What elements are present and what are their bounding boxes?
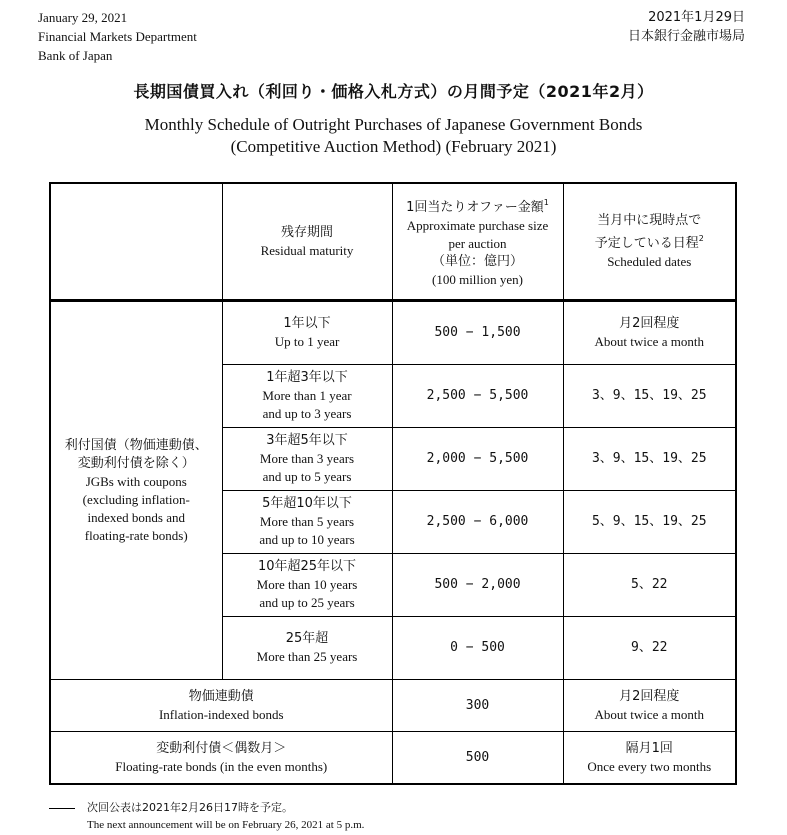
inflation-en: Inflation-indexed bonds [158,706,284,722]
maturity-en2: and up to 25 years [259,595,355,610]
group-en3: indexed bonds and [87,509,185,525]
header-maturity-en: Residual maturity [260,242,354,258]
maturity-en1: More than 5 years [259,514,355,529]
maturity-cell [222,491,392,554]
header-right [628,8,745,46]
header-amount-en1: Approximate purchase size [406,218,549,233]
dates-cell [563,680,736,732]
table-row [50,301,736,365]
dates-en: About twice a month [594,334,704,349]
group-en4: floating-rate bonds) [84,527,188,543]
header-maturity-jp: 残存期間 [280,224,333,240]
header-amount-en2: per auction [448,236,507,251]
header-amount-jp: 1回当たりオファー金額 [406,200,544,215]
amount-cell: 500 − 2,000 [392,554,563,617]
header-amount [392,183,563,301]
floating-jp: 変動利付債＜偶数月＞ [156,740,287,756]
maturity-jp: 10年超25年以下 [257,559,357,574]
header-dates-jp2: 予定している日程 [594,236,699,251]
maturity-jp: 1年以下 [283,316,331,331]
maturity-jp: 1年超3年以下 [266,370,348,385]
maturity-cell [222,365,392,428]
maturity-jp: 3年超5年以下 [266,433,348,448]
group-jgbs-coupons [50,301,222,680]
dates-jp: 隔月1回 [625,740,673,756]
header-amount-unit-en: (100 million yen) [432,272,523,287]
maturity-en1: More than 10 years [256,577,358,592]
date-en: January 29, 2021 [38,10,128,25]
amount-cell: 2,500 − 6,000 [392,491,563,554]
dates-cell [563,301,736,365]
dates-jp: 月2回程度 [619,688,680,704]
footer-jp: 次回公表は2021年2月26日17時を予定。 [87,801,293,814]
floating-label-cell [50,732,392,785]
department-jp: 日本銀行金融市場局 [627,29,745,44]
group-en1: JGBs with coupons [85,473,187,489]
group-jp2: 変動利付債を除く） [77,455,195,471]
inflation-jp: 物価連動債 [188,688,254,704]
dates-cell: 5、9、15、19、25 [563,491,736,554]
maturity-jp: 25年超 [285,631,329,646]
title-en-line1: Monthly Schedule of Outright Purchases of Japanese Government Bonds [144,115,643,134]
dates-cell: 5、22 [563,554,736,617]
maturity-en1: More than 1 year [262,388,352,403]
amount-cell: 300 [392,680,563,732]
header-amount-unit-jp: （単位：億円） [431,254,523,269]
maturity-en1: More than 3 years [259,451,355,466]
table-row-floating [50,732,736,785]
table-header-row [50,183,736,301]
footnote-2-marker: 2 [698,234,704,243]
maturity-en2: and up to 3 years [262,406,352,421]
footer-en: The next announcement will be on February 26, 2021 at 5 p.m. [87,819,365,831]
group-jp1: 利付国債（物価連動債、 [64,437,208,453]
dates-cell: 3、9、15、19、25 [563,365,736,428]
dates-en: About twice a month [594,706,704,722]
maturity-jp: 5年超10年以下 [262,496,352,511]
maturity-en: More than 25 years [256,649,358,664]
dates-jp: 月2回程度 [619,316,680,331]
title-en [0,114,787,158]
amount-cell: 2,000 − 5,500 [392,428,563,491]
header-maturity [222,183,392,301]
bank-en: Bank of Japan [38,48,113,63]
schedule-table [49,182,737,785]
header-dates-en: Scheduled dates [607,254,692,269]
dates-en: Once every two months [587,758,712,774]
dates-cell [563,732,736,785]
header-blank-cell [50,183,222,301]
header-dates-jp1: 当月中に現時点で [597,213,702,228]
maturity-en2: and up to 10 years [259,532,355,547]
maturity-en: Up to 1 year [274,334,340,349]
header-dates [563,183,736,301]
maturity-cell [222,554,392,617]
group-en2: (excluding inflation- [82,491,190,507]
maturity-en2: and up to 5 years [262,469,352,484]
maturity-cell [222,428,392,491]
dates-cell: 9、22 [563,617,736,680]
amount-cell: 500 [392,732,563,785]
maturity-cell [222,301,392,365]
amount-cell: 0 − 500 [392,617,563,680]
title-en-line2: (Competitive Auction Method) (February 2021) [230,137,557,156]
footer-dash [49,808,75,809]
title-jp: 長期国債買入れ（利回り・価格入札方式）の月間予定（2021年2月） [133,82,654,101]
dates-cell: 3、9、15、19、25 [563,428,736,491]
date-jp: 2021年1月29日 [648,10,745,25]
department-en: Financial Markets Department [38,29,197,44]
floating-en: Floating-rate bonds (in the even months) [115,758,328,774]
amount-cell: 500 − 1,500 [392,301,563,365]
maturity-cell [222,617,392,680]
table-row-inflation [50,680,736,732]
amount-cell: 2,500 − 5,500 [392,365,563,428]
header-left [38,8,197,65]
footer-note [49,799,364,834]
footnote-1-marker: 1 [543,198,549,207]
inflation-label-cell [50,680,392,732]
